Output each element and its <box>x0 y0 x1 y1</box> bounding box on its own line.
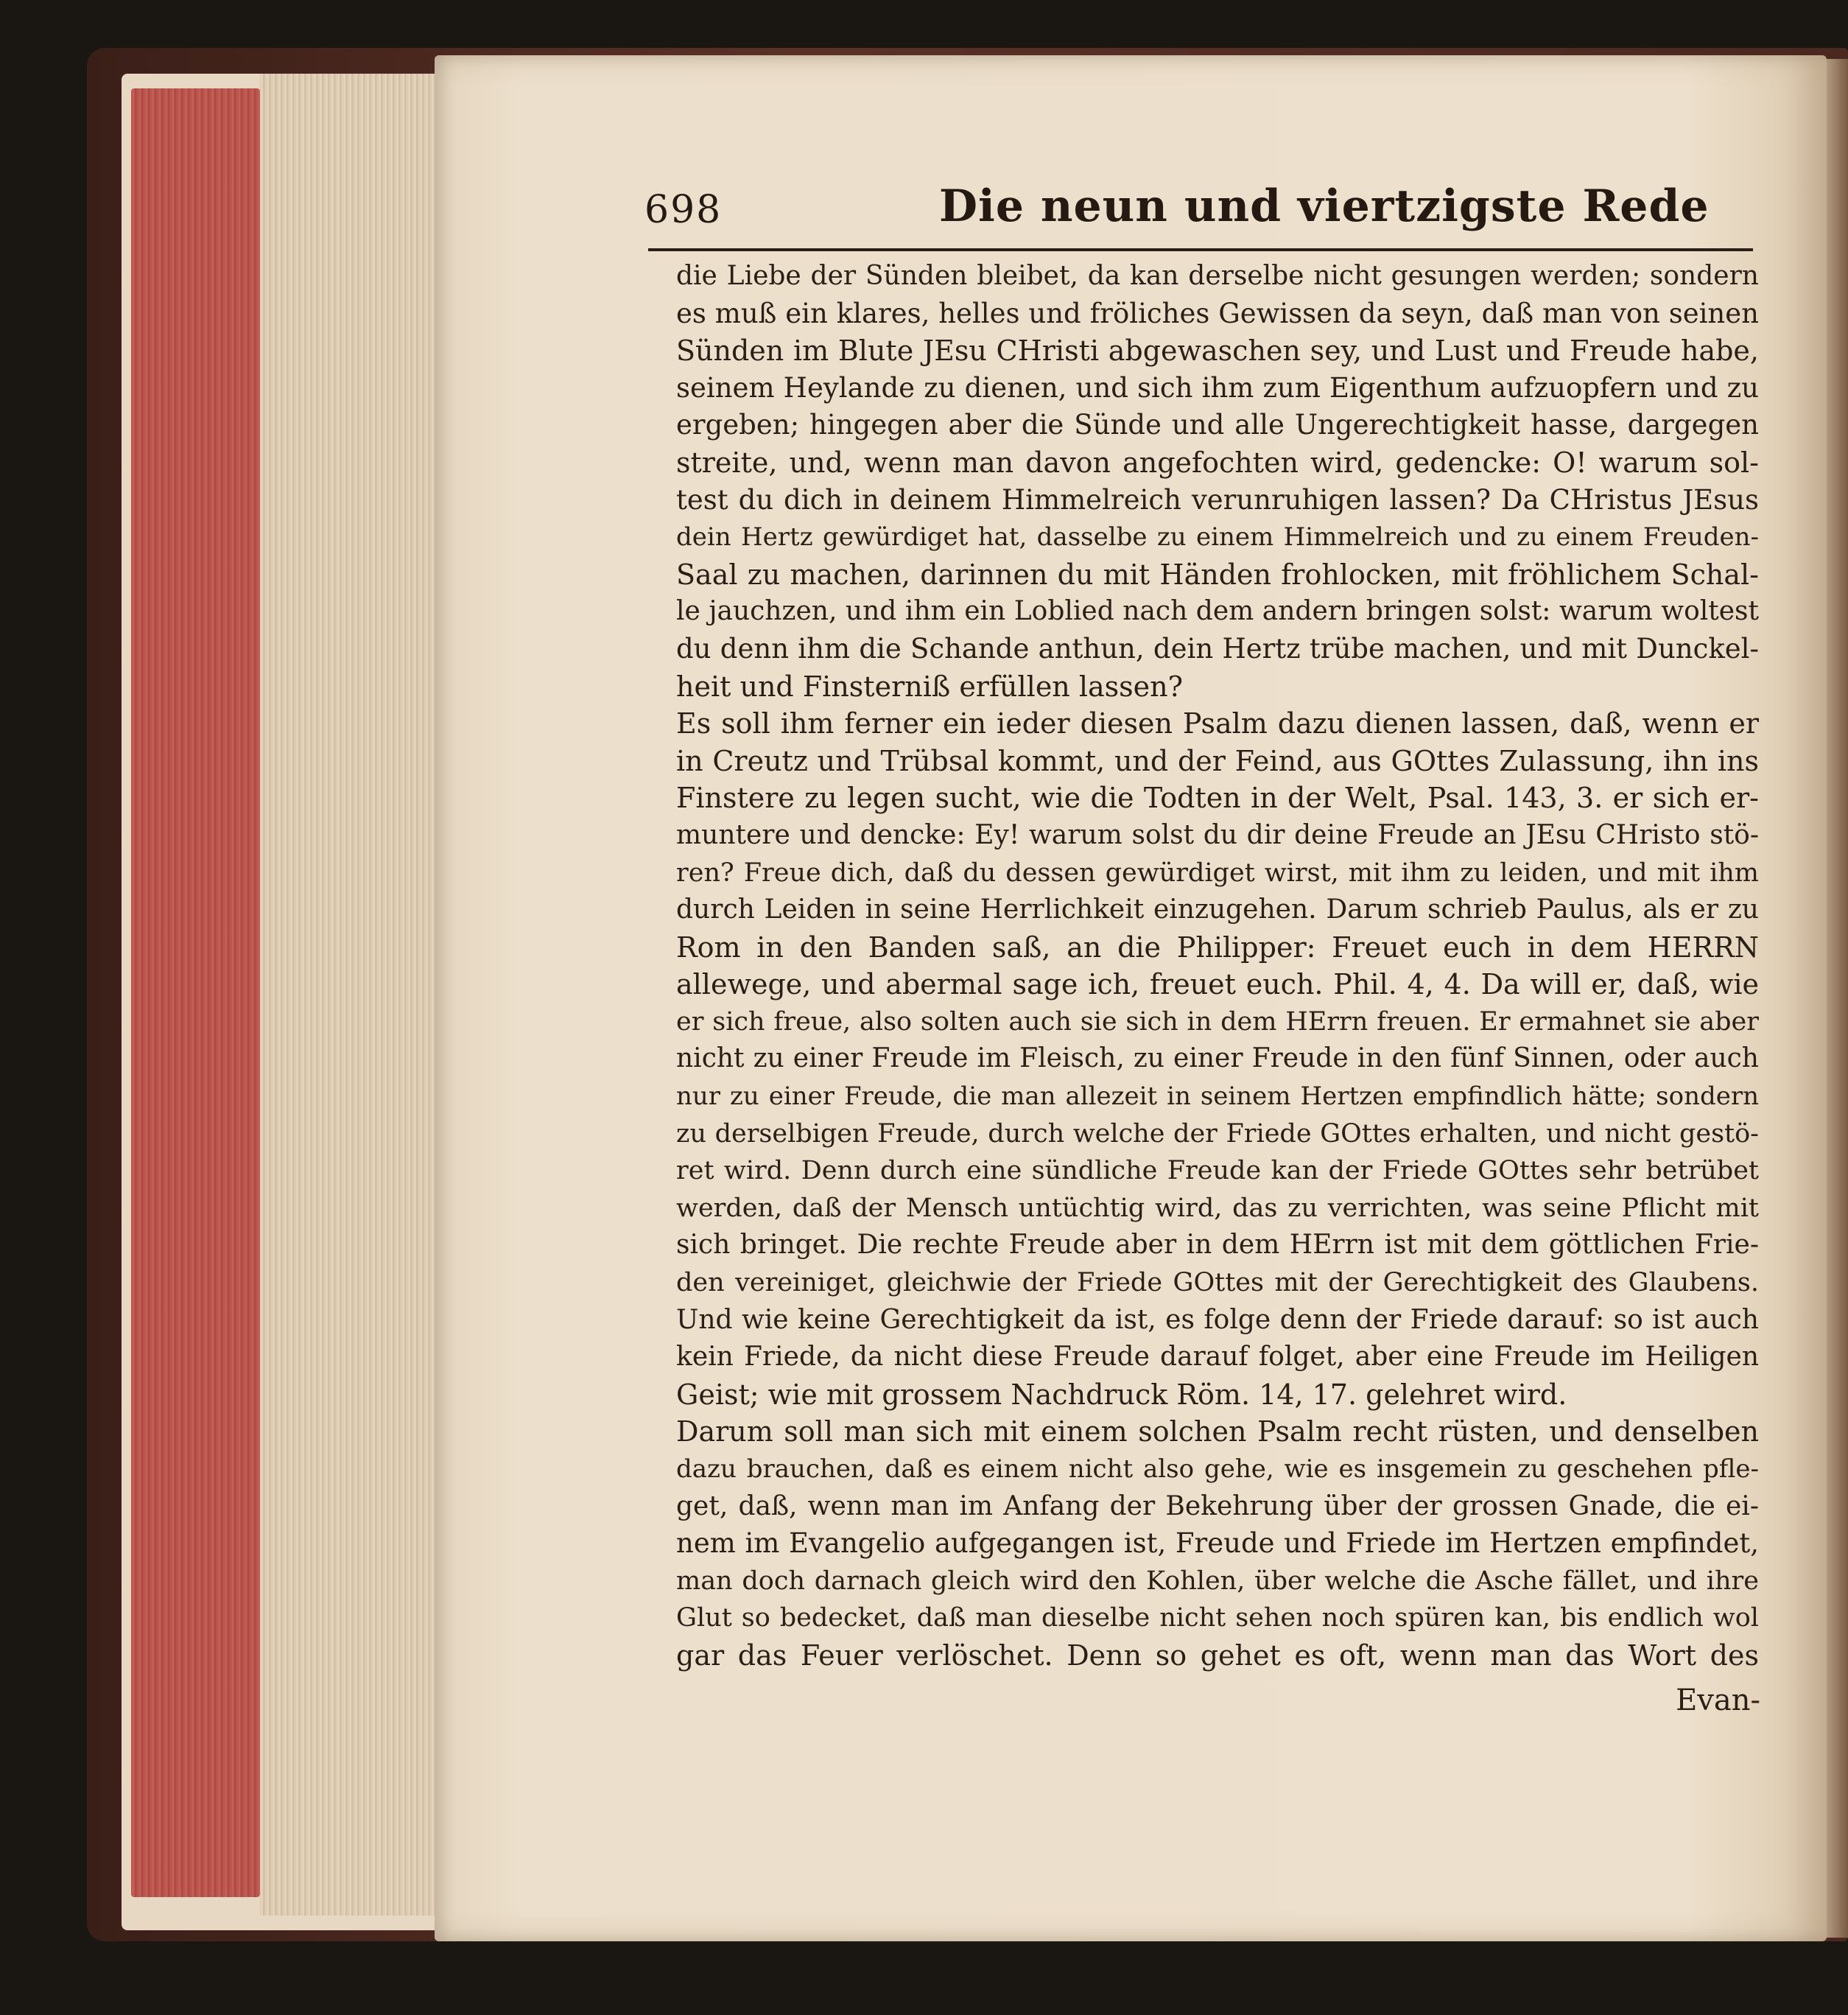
text-line: gar das Feuer verlöschet. Denn so gehet es oft, wenn man das Wort des <box>676 1639 1759 1672</box>
text-line: durch Leiden in seine Herrlichkeit einzugehen. Darum schrieb Paulus, als er zu <box>676 894 1759 925</box>
text-line: in Creutz und Trübsal kommt, und der Feind, aus GOttes Zulassung, ihn ins <box>676 744 1759 777</box>
text-line: Saal zu machen, darinnen du mit Händen frohlocken, mit fröhlichem Schal- <box>676 558 1759 591</box>
catchword: Evan- <box>1676 1683 1760 1717</box>
text-line: dazu brauchen, daß es einem nicht also gehe, wie es insgemein zu geschehen pfle- <box>676 1454 1759 1484</box>
text-line: ren? Freue dich, daß du dessen gewürdiget wirst, mit ihm zu leiden, und mit ihm <box>676 858 1759 888</box>
text-line: Sünden im Blute JEsu CHristi abgewaschen sey, und Lust und Freude habe, <box>676 334 1759 368</box>
page-edges <box>260 74 437 1916</box>
text-line: du denn ihm die Schande anthun, dein Hertz trübe machen, und mit Dunckel- <box>676 632 1759 665</box>
running-title: Die neun und viertzigste Rede <box>939 181 1710 232</box>
text-line: test du dich in deinem Himmelreich verunruhigen lassen? Da CHristus JEsus <box>676 483 1759 516</box>
text-line: Rom in den Banden saß, an die Philipper: Freuet euch in dem HERRN <box>676 931 1759 964</box>
text-line: dein Hertz gewürdiget hat, dasselbe zu einem Himmelreich und zu einem Freuden- <box>676 522 1759 553</box>
text-line: den vereiniget, gleichwie der Friede GOttes mit der Gerechtigkeit des Glaubens. <box>676 1268 1759 1298</box>
text-line: Es soll ihm ferner ein ieder diesen Psalm dazu dienen lassen, daß, wenn er <box>676 707 1759 740</box>
text-line: es muß ein klares, helles und fröliches Gewissen da seyn, daß man von seinen <box>676 297 1759 329</box>
text-line: nicht zu einer Freude im Fleisch, zu einer Freude in den fünf Sinnen, oder auch <box>676 1043 1759 1074</box>
text-line: Glut so bedecket, daß man dieselbe nicht sehen noch spüren kan, bis endlich wol <box>676 1603 1759 1633</box>
page-header <box>644 181 1757 243</box>
text-line: nur zu einer Freude, die man allezeit in seinem Hertzen empfindlich hätte; sondern <box>676 1082 1759 1112</box>
text-line: heit und Finsterniß erfüllen lassen? <box>676 670 1184 703</box>
text-line: get, daß, wenn man im Anfang der Bekehrung über der grossen Gnade, die ei- <box>676 1490 1759 1521</box>
text-line: man doch darnach gleich wird den Kohlen, über welche die Asche fället, und ihre <box>676 1566 1759 1596</box>
text-line: er sich freue, also solten auch sie sich in dem HErrn freuen. Er ermahnet sie aber <box>676 1006 1759 1037</box>
text-line: Finstere zu legen sucht, wie die Todten in der Welt, Psal. 143, 3. er sich er- <box>676 782 1759 815</box>
text-line: muntere und dencke: Ey! warum solst du dir deine Freude an JEsu CHristo stö- <box>676 819 1759 850</box>
text-line: sich bringet. Die rechte Freude aber in dem HErrn ist mit dem göttlichen Frie- <box>676 1230 1759 1261</box>
text-line: die Liebe der Sünden bleibet, da kan derselbe nicht gesungen werden; sondern <box>676 261 1759 291</box>
text-line: ret wird. Denn durch eine sündliche Freude kan der Friede GOttes sehr betrübet <box>676 1156 1759 1186</box>
text-line: allewege, und abermal sage ich, freuet euch. Phil. 4, 4. Da will er, daß, wie <box>676 968 1759 1001</box>
body-text <box>676 258 1759 1675</box>
text-line: le jauchzen, und ihm ein Loblied nach dem andern bringen solst: warum woltest <box>676 596 1759 627</box>
text-line: seinem Heylande zu dienen, und sich ihm zum Eigenthum aufzuopfern und zu <box>676 371 1759 404</box>
header-rule <box>648 248 1753 251</box>
text-line: Und wie keine Gerechtigkeit da ist, es folge denn der Friede darauf: so ist auch <box>676 1304 1759 1335</box>
text-line: werden, daß der Mensch untüchtig wird, das zu verrichten, was seine Pflicht mit <box>676 1193 1759 1223</box>
page-number: 698 <box>644 188 723 232</box>
red-fore-edge <box>131 88 260 1897</box>
text-line: ergeben; hingegen aber die Sünde und alle Ungerechtigkeit hasse, dargegen <box>676 409 1759 441</box>
text-line: nem im Evangelio aufgegangen ist, Freude und Friede im Hertzen empfindet, <box>676 1527 1759 1560</box>
text-line: Darum soll man sich mit einem solchen Psalm recht rüsten, und denselben <box>676 1415 1759 1448</box>
text-line: streite, und, wenn man davon angefochten wird, gedencke: O! warum sol- <box>676 446 1759 479</box>
text-line: kein Friede, da nicht diese Freude darauf folget, aber eine Freude im Heiligen <box>676 1342 1759 1373</box>
text-line: zu derselbigen Freude, durch welche der Friede GOttes erhalten, und nicht gestö- <box>676 1118 1759 1149</box>
text-line: Geist; wie mit grossem Nachdruck Röm. 14, 17. gelehret wird. <box>676 1378 1567 1411</box>
